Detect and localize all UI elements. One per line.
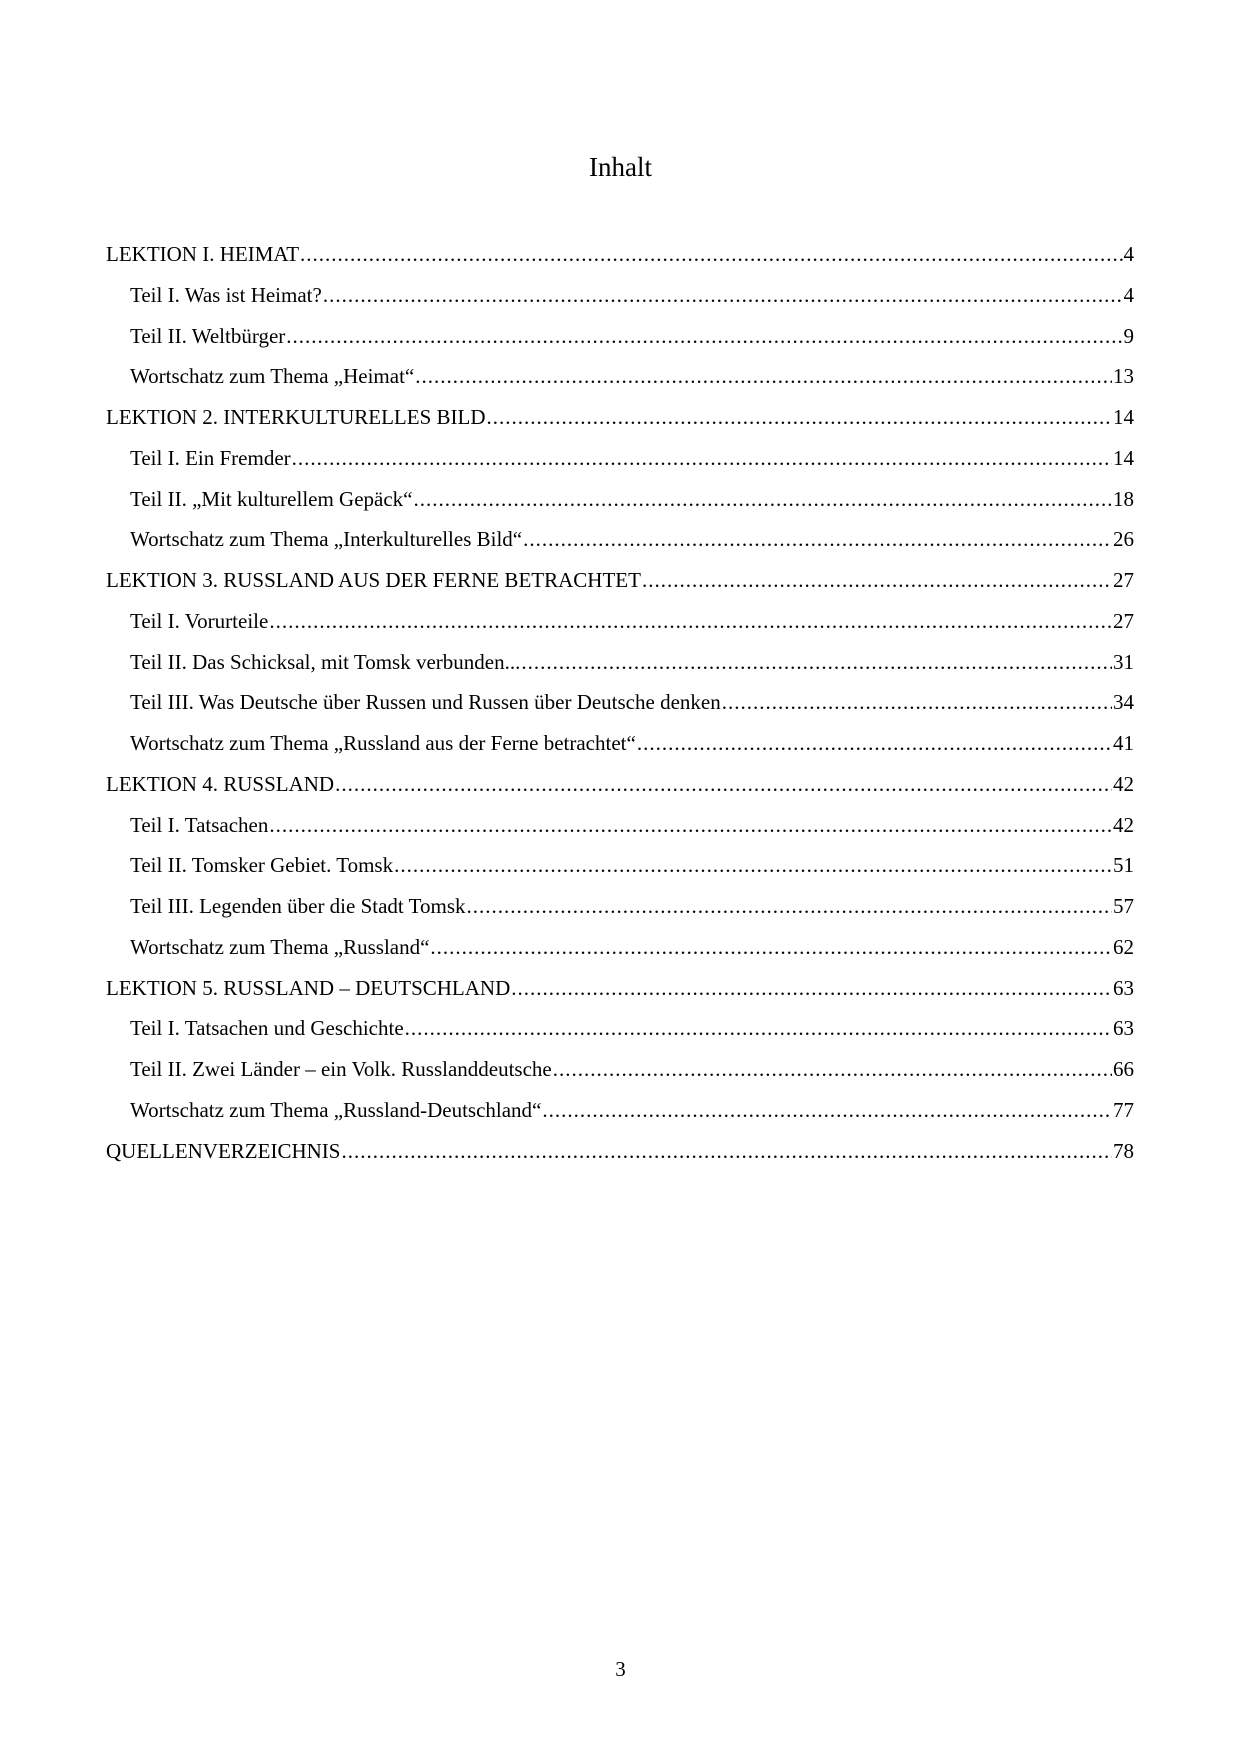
toc-dot-leader <box>341 1131 1112 1172</box>
toc-page-number: 42 <box>1113 812 1134 837</box>
toc-dot-leader <box>269 805 1112 846</box>
toc-entry[interactable] <box>106 642 1134 683</box>
toc-page-number: 4 <box>1123 242 1134 266</box>
toc-dot-leader <box>292 438 1112 479</box>
toc-page-number: 63 <box>1113 1016 1134 1041</box>
toc-entry-title: Teil II. Das Schicksal, mit Tomsk verbunden... <box>130 649 521 674</box>
toc-entry-title: LEKTION 4. RUSSLAND <box>106 771 335 796</box>
toc-page-number: 57 <box>1113 894 1134 918</box>
toc-entry-title: Teil I. Ein Fremder <box>130 445 291 470</box>
toc-dot-leader <box>414 479 1112 520</box>
toc-page-number: 13 <box>1113 364 1134 389</box>
toc-entry[interactable] <box>106 1008 1134 1049</box>
toc-page-number: 41 <box>1113 731 1134 755</box>
toc-entry-title: LEKTION I. HEIMAT <box>106 242 300 266</box>
toc-dot-leader <box>523 519 1112 560</box>
toc-entry-title: Wortschatz zum Thema „Russland aus der Ferne betrachtet“ <box>130 731 636 755</box>
toc-entry-title: LEKTION 2. INTERKULTURELLES BILD <box>106 405 486 429</box>
toc-entry-title: Wortschatz zum Thema „Heimat“ <box>130 364 415 389</box>
toc-dot-leader <box>637 723 1112 764</box>
toc-entry-title: Teil I. Tatsachen und Geschichte <box>130 1016 404 1041</box>
toc-entry-title: Teil II. „Mit kulturellem Gepäck“ <box>130 486 413 511</box>
toc-entry-title: Teil II. Zwei Länder – ein Volk. Russlanddeutsche <box>130 1057 552 1081</box>
toc-entry[interactable] <box>106 764 1134 805</box>
toc-dot-leader <box>335 764 1112 805</box>
toc-page-number: 78 <box>1113 1138 1134 1163</box>
toc-entry[interactable] <box>106 1090 1134 1131</box>
toc-page-number: 4 <box>1123 282 1134 307</box>
toc-entry[interactable] <box>106 805 1134 846</box>
toc-dot-leader <box>430 927 1112 968</box>
toc-entry[interactable] <box>106 316 1134 357</box>
toc-page-number: 9 <box>1123 323 1134 348</box>
toc-entry[interactable] <box>106 682 1134 723</box>
toc-entry[interactable] <box>106 560 1134 601</box>
toc-page-number: 14 <box>1113 405 1134 429</box>
toc-entry[interactable] <box>106 1131 1134 1172</box>
toc-entry[interactable] <box>106 927 1134 968</box>
toc-entry[interactable] <box>106 845 1134 886</box>
toc-dot-leader <box>467 886 1113 927</box>
toc-entry-title: Teil II. Tomsker Gebiet. Tomsk <box>130 853 394 878</box>
toc-page-number: 34 <box>1113 690 1134 715</box>
toc-entry-title: Wortschatz zum Thema „Interkulturelles Bild“ <box>130 527 523 552</box>
toc-entry[interactable] <box>106 519 1134 560</box>
toc-page-number: 26 <box>1113 527 1134 552</box>
toc-entry-title: Teil II. Weltbürger <box>130 323 286 348</box>
toc-page-number: 42 <box>1113 771 1134 796</box>
toc-entry-title: Teil III. Was Deutsche über Russen und Russen über Deutsche denken <box>130 690 721 715</box>
toc-entry-title: LEKTION 3. RUSSLAND AUS DER FERNE BETRACHTET <box>106 568 641 592</box>
toc-entry[interactable] <box>106 479 1134 520</box>
toc-entry-title: Wortschatz zum Thema „Russland-Deutschland“ <box>130 1097 542 1122</box>
toc-entry[interactable] <box>106 234 1134 275</box>
toc-page-number: 14 <box>1113 445 1134 470</box>
toc-page-number: 27 <box>1113 608 1134 633</box>
toc-dot-leader <box>415 356 1112 397</box>
toc-dot-leader <box>394 845 1112 886</box>
toc-entry[interactable] <box>106 397 1134 438</box>
toc-dot-leader <box>553 1049 1112 1090</box>
toc-dot-leader <box>269 601 1112 642</box>
table-of-contents <box>106 234 1134 1171</box>
toc-page-number: 51 <box>1113 853 1134 878</box>
toc-dot-leader <box>487 397 1112 438</box>
toc-entry[interactable] <box>106 1049 1134 1090</box>
toc-entry-title: Teil III. Legenden über die Stadt Tomsk <box>130 894 466 918</box>
toc-page-number: 18 <box>1113 486 1134 511</box>
toc-page-number: 63 <box>1113 975 1134 1000</box>
toc-entry[interactable] <box>106 356 1134 397</box>
toc-dot-leader <box>542 1090 1112 1131</box>
toc-entry[interactable] <box>106 275 1134 316</box>
toc-entry-title: Teil I. Vorurteile <box>130 608 269 633</box>
toc-dot-leader <box>300 234 1122 275</box>
toc-entry-title: Teil I. Tatsachen <box>130 812 269 837</box>
toc-dot-leader <box>642 560 1112 601</box>
toc-dot-leader <box>511 968 1112 1009</box>
page-number: 3 <box>615 1657 626 1681</box>
toc-page-number: 66 <box>1113 1057 1134 1081</box>
page-title: Inhalt <box>589 152 652 182</box>
toc-entry[interactable] <box>106 968 1134 1009</box>
toc-page-number: 27 <box>1113 568 1134 592</box>
toc-page-number: 77 <box>1113 1097 1134 1122</box>
toc-dot-leader <box>323 275 1123 316</box>
toc-entry-title: QUELLENVERZEICHNIS <box>106 1138 341 1163</box>
toc-entry[interactable] <box>106 886 1134 927</box>
toc-page-number: 62 <box>1113 934 1134 959</box>
toc-entry-title: Wortschatz zum Thema „Russland“ <box>130 934 430 959</box>
toc-dot-leader <box>405 1008 1112 1049</box>
toc-entry-title: LEKTION 5. RUSSLAND – DEUTSCHLAND <box>106 975 511 1000</box>
toc-entry[interactable] <box>106 438 1134 479</box>
toc-entry-title: Teil I. Was ist Heimat? <box>130 282 322 307</box>
toc-page-number: 31 <box>1113 649 1134 674</box>
toc-dot-leader <box>722 682 1112 723</box>
toc-dot-leader <box>521 642 1112 683</box>
toc-entry[interactable] <box>106 601 1134 642</box>
toc-entry[interactable] <box>106 723 1134 764</box>
toc-dot-leader <box>286 316 1122 357</box>
